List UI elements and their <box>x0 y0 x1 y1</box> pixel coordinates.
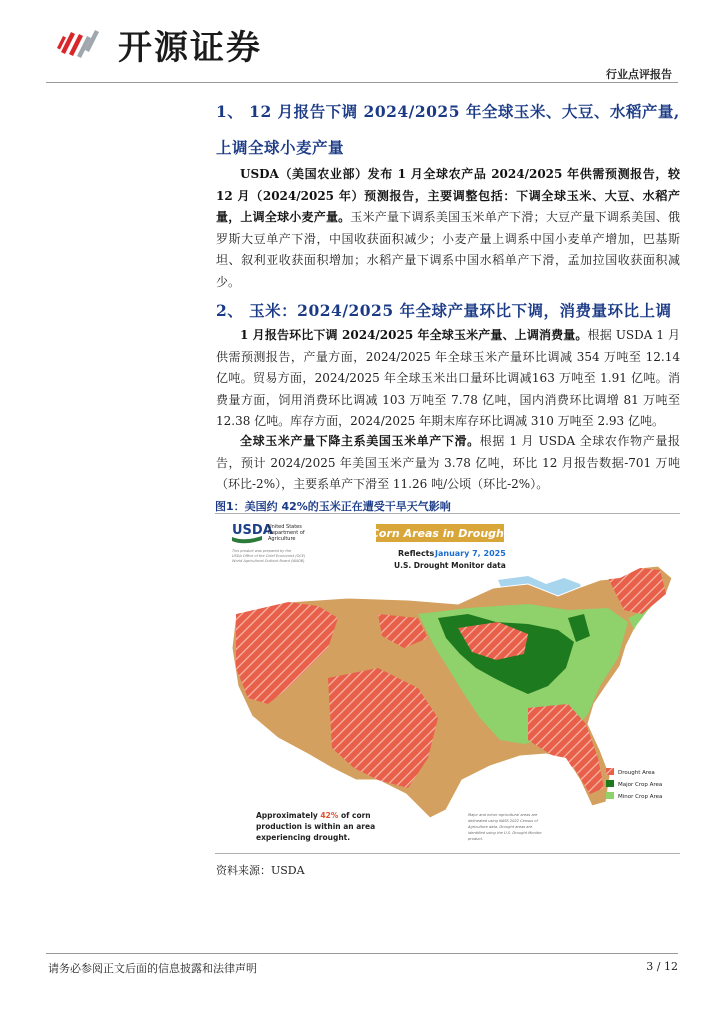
section2-lead2: 全球玉米产量下降主系美国玉米单产下滑。 <box>240 434 480 448</box>
svg-text:Major and minor agricultural a: Major and minor agricultural areas are <box>468 813 538 817</box>
drought-callout-line1: Approximately 42% of corn <box>256 811 371 820</box>
svg-text:USDA Office of the Chief Econo: USDA Office of the Chief Economist (OCE) <box>232 554 306 558</box>
legend-swatch-major <box>606 780 614 787</box>
drought-map-svg <box>228 518 680 848</box>
svg-text:Minor Crop Area: Minor Crop Area <box>618 794 663 800</box>
figure-title: 图1：美国约 42%的玉米正在遭受干旱天气影响 <box>215 500 451 513</box>
map-banner-title: Corn Areas in Drought <box>370 527 510 540</box>
svg-text:Drought Area: Drought Area <box>618 770 655 776</box>
svg-text:identified using the U.S. Drou: identified using the U.S. Drought Monitor <box>468 831 542 835</box>
section1-body: 玉米产量下调系美国玉米单产下滑；大豆产量下调系美国、俄罗斯大豆单产下滑，中国收获面积减少；小麦产量上调系中国小麦单产增加，巴基斯坦、叙利亚收获面积增加；水稻产量下调系中国水稻单产下滑，孟加拉国收获面积减少。 <box>216 210 680 289</box>
legal-disclaimer: 请务必参阅正文后面的信息披露和法律声明 <box>48 962 257 975</box>
svg-text:production is within an area: production is within an area <box>256 822 376 831</box>
svg-text:experiencing drought.: experiencing drought. <box>256 833 351 842</box>
legend-swatch-minor <box>606 792 614 799</box>
figure-top-rule <box>215 513 680 514</box>
figure-source: 资料来源：USDA <box>216 864 305 877</box>
section2-lead1: 1 月报告环比下调 2024/2025 年全球玉米产量、上调消费量。 <box>240 328 588 342</box>
section2-body2: 根据 1 月 USDA 全球农作物产量报告，预计 2024/2025 年美国玉米产量为 3.78 亿吨，环比 12 月报告数据-701 万吨（环比-2%），主要系单产下滑至 11.26 吨/公顷（环比-2%）。 <box>216 434 680 491</box>
header-divider <box>46 82 678 83</box>
legend-swatch-drought <box>606 768 614 775</box>
brand-name: 开源证券 <box>118 28 262 68</box>
kaiyuan-logo-icon <box>55 22 107 62</box>
svg-text:Department of: Department of <box>268 530 305 536</box>
svg-text:Agriculture: Agriculture <box>268 536 296 542</box>
reflects-date: January 7, 2025 <box>435 549 506 558</box>
section1-heading-line2: 上调全球小麦产量 <box>216 138 345 157</box>
section1-lead: USDA（美国农业部）发布 1 月全球农产品 2024/2025 年供需预测报告，较 12 月（2024/2025 年）预测报告，主要调整包括：下调全球玉米、大豆、水稻产量，上调全球小麦产量。 <box>216 167 680 224</box>
svg-text:World Agricultural Outlook Boa: World Agricultural Outlook Board (WAOB) <box>232 559 305 563</box>
reflects-label: Reflects <box>398 549 435 558</box>
figure-bottom-rule <box>215 853 680 854</box>
svg-text:Major Crop Area: Major Crop Area <box>618 782 663 788</box>
section2-heading: 2、 玉米：2024/2025 年全球产量环比下调，消费量环比上调 <box>216 301 672 320</box>
svg-text:product.: product. <box>468 837 484 841</box>
section2-body1: 根据 USDA 1 月供需预测报告，产量方面，2024/2025 年全球玉米产量环比调减 354 万吨至 12.14 亿吨。贸易方面，2024/2025 年全球玉米出口量环比调减163 万吨至 1.91 亿吨。消费量方面，饲用消费环比调减 103 万吨至 7.78 亿吨，国内消费环比调增 81 万吨至 12.38 亿吨。库存方面，2024/2025 年期末库存环比调减 310 万吨至 2.93 亿吨。 <box>216 328 680 428</box>
section1-paragraph <box>216 164 680 293</box>
svg-text:This product was prepared by t: This product was prepared by the <box>232 549 292 553</box>
section2-paragraph1 <box>216 325 680 433</box>
usda-logo: USDA <box>232 523 273 538</box>
footer-divider <box>46 953 678 954</box>
svg-text:Agriculture data. Drought area: Agriculture data. Drought areas are <box>468 825 533 829</box>
monitor-label: U.S. Drought Monitor data <box>394 561 506 570</box>
page-number: 3 / 12 <box>646 960 678 973</box>
svg-text:United States: United States <box>268 524 302 530</box>
svg-text:delineated using NASS 2022 Cen: delineated using NASS 2022 Census of <box>468 819 538 823</box>
report-type: 行业点评报告 <box>606 68 672 81</box>
corn-drought-map <box>228 518 680 848</box>
section1-heading-line1: 1、 12 月报告下调 2024/2025 年全球玉米、大豆、水稻产量, <box>216 102 680 121</box>
section2-paragraph2 <box>216 431 680 496</box>
